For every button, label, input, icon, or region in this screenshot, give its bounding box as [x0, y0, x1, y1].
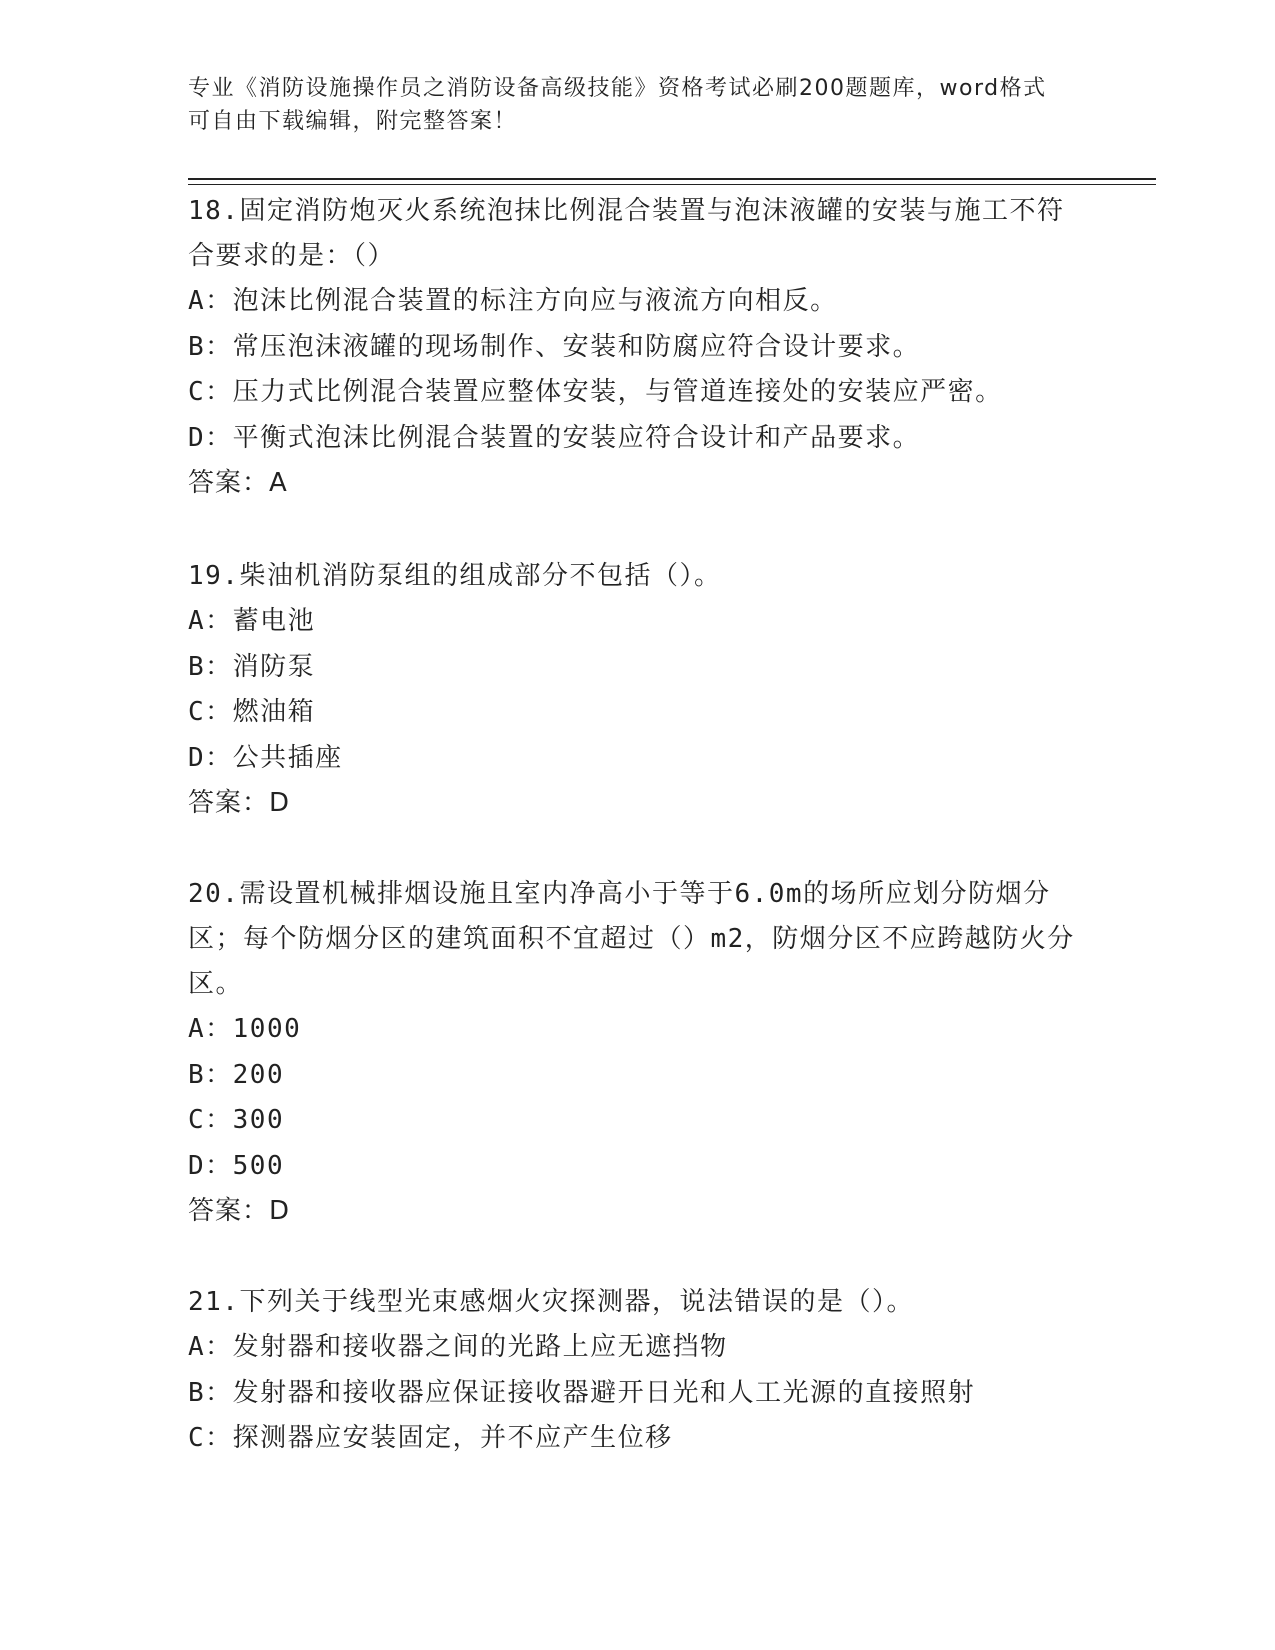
- question-20: [188, 872, 1088, 1234]
- option-a: A：蓄电池: [188, 606, 316, 636]
- option-c: C：压力式比例混合装置应整体安装，与管道连接处的安装应严密。: [188, 377, 1003, 407]
- option-d: D：500: [188, 1150, 285, 1181]
- question-stem: 19.柴油机消防泵组的组成部分不包括（）。: [188, 561, 722, 591]
- option-a: A：发射器和接收器之间的光路上应无遮挡物: [188, 1332, 728, 1362]
- option-b: B：消防泵: [188, 651, 316, 682]
- question-19: [188, 554, 1088, 826]
- question-stem: 20.需设置机械排烟设施且室内净高小于等于6.0m的场所应划分防烟分区；每个防烟分区的建筑面积不宜超过（）m2，防烟分区不应跨越防火分区。: [188, 879, 1075, 999]
- option-c: C：探测器应安装固定，并不应产生位移: [188, 1423, 673, 1453]
- option-a: A：泡沫比例混合装置的标注方向应与液流方向相反。: [188, 286, 838, 316]
- option-c: C：燃油箱: [188, 697, 316, 727]
- question-stem: 21.下列关于线型光束感烟火灾探测器，说法错误的是（）。: [188, 1287, 914, 1317]
- option-b: B：200: [188, 1059, 285, 1090]
- header-divider-thick: [188, 178, 1156, 180]
- option-c: C：300: [188, 1105, 285, 1135]
- question-18: [188, 189, 1088, 506]
- option-d: D：平衡式泡沫比例混合装置的安装应符合设计和产品要求。: [188, 422, 921, 453]
- question-stem: 18.固定消防炮灭火系统泡抹比例混合装置与泡沫液罐的安装与施工不符合要求的是：（）: [188, 196, 1065, 271]
- option-b: B：常压泡沫液罐的现场制作、安装和防腐应符合设计要求。: [188, 331, 921, 362]
- answer-label: 答案：D: [188, 788, 291, 818]
- document-header: 专业《消防设施操作员之消防设备高级技能》资格考试必刷200题题库，word格式可自由下载编辑，附完整答案！: [188, 76, 1047, 134]
- option-b: B：发射器和接收器应保证接收器避开日光和人工光源的直接照射: [188, 1377, 976, 1408]
- answer-label: 答案：A: [188, 468, 288, 498]
- option-d: D：公共插座: [188, 742, 343, 773]
- option-a: A：1000: [188, 1014, 302, 1044]
- header-divider-thin: [188, 184, 1156, 185]
- answer-label: 答案：D: [188, 1196, 291, 1226]
- question-21: [188, 1280, 1088, 1462]
